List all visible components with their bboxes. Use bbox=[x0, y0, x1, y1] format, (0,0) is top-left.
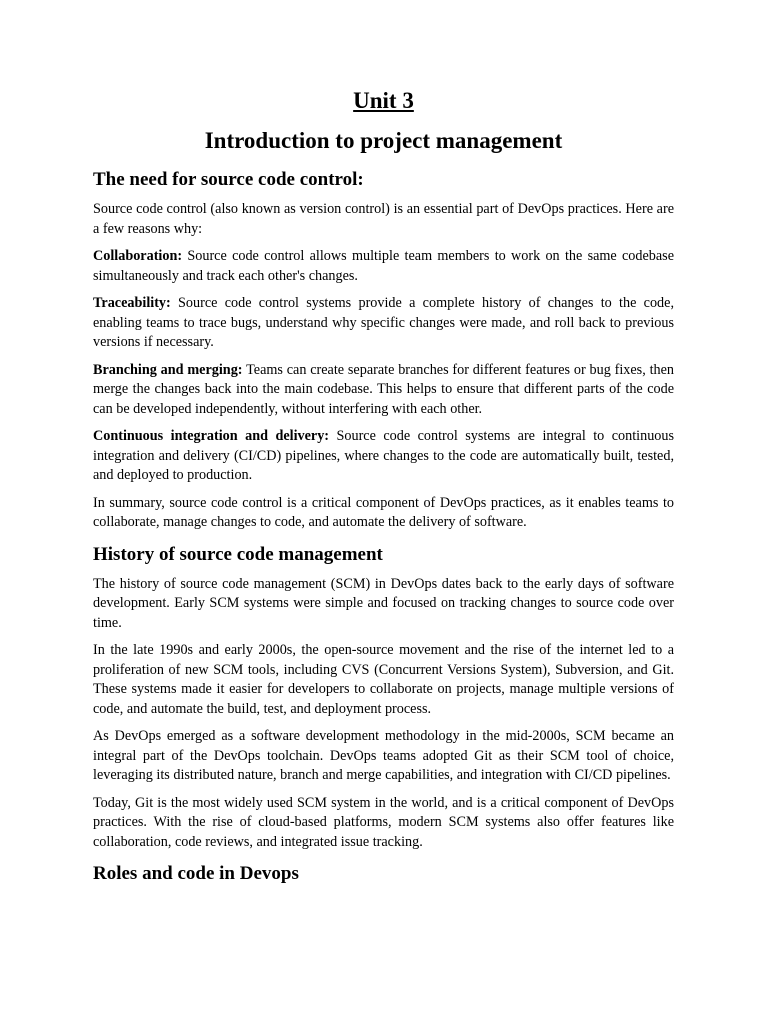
need-intro-paragraph: Source code control (also known as version control) is an essential part of DevOps practices. Here are a few reasons why: bbox=[93, 201, 674, 237]
collaboration-term: Collaboration: bbox=[93, 248, 183, 264]
section-history bbox=[93, 543, 674, 853]
document-page bbox=[93, 86, 674, 894]
branching-paragraph bbox=[93, 361, 674, 420]
traceability-text: Source code control systems provide a complete history of changes to the code, enabling teams to trace bugs, understand why specific changes were made, and roll back to previous versions if necessary. bbox=[93, 295, 674, 350]
ci-cd-text: Source code control systems are integral to continuous integration and delivery (CI/CD) pipelines, where changes to the code are automatically built, tested, and deployed to production. bbox=[93, 428, 675, 483]
branching-term: Branching and merging: bbox=[93, 361, 243, 378]
history-paragraph-1: The history of source code management (SCM) in DevOps dates back to the early days of software development. Early SCM systems were simple and focused on tracking changes to source code over time. bbox=[93, 575, 674, 631]
section-heading-history: History of source code management bbox=[93, 543, 383, 565]
main-title: Introduction to project management bbox=[204, 128, 563, 153]
need-summary-paragraph: In summary, source code control is a critical component of DevOps practices, as it enables teams to collaborate, manage changes to code, and automate the delivery of software. bbox=[93, 494, 674, 530]
collaboration-text: Source code control allows multiple team members to work on the same codebase simultaneously and track each other's changes. bbox=[93, 248, 675, 284]
traceability-term: Traceability: bbox=[93, 295, 171, 311]
branching-text: Teams can create separate branches for different features or bug fixes, then merge the changes back into the main codebase. This helps to ensure that different parts of the code can be developed independently, without interfering with each other. bbox=[93, 361, 674, 417]
collaboration-paragraph bbox=[93, 247, 674, 286]
section-roles bbox=[93, 862, 674, 886]
history-paragraph-3: As DevOps emerged as a software development methodology in the mid-2000s, SCM became an integral part of the DevOps toolchain. DevOps teams adopted Git as their SCM tool of choice, leveraging its distributed nature, branch and merge capabilities, and integration with CI/CD pipelines. bbox=[93, 728, 674, 783]
section-heading-need: The need for source code control: bbox=[93, 169, 364, 190]
history-paragraph-2: In the late 1990s and early 2000s, the open-source movement and the rise of the internet led to a proliferation of new SCM tools, including CVS (Concurrent Versions System), Subversion, and Git. These systems made it easier for developers to collaborate on projects, manage multiple versions of code, and automate the build, test, and deployment process. bbox=[93, 642, 674, 717]
unit-title: Unit 3 bbox=[353, 88, 414, 113]
ci-cd-term: Continuous integration and delivery: bbox=[93, 428, 330, 444]
traceability-paragraph bbox=[93, 294, 674, 353]
section-need-for-source-control bbox=[93, 168, 674, 533]
ci-cd-paragraph bbox=[93, 427, 674, 486]
history-paragraph-4: Today, Git is the most widely used SCM system in the world, and is a critical component of DevOps practices. With the rise of cloud-based platforms, modern SCM systems also offer features like collaboration, code reviews, and integrated issue tracking. bbox=[93, 794, 674, 850]
section-heading-roles: Roles and code in Devops bbox=[93, 863, 299, 884]
